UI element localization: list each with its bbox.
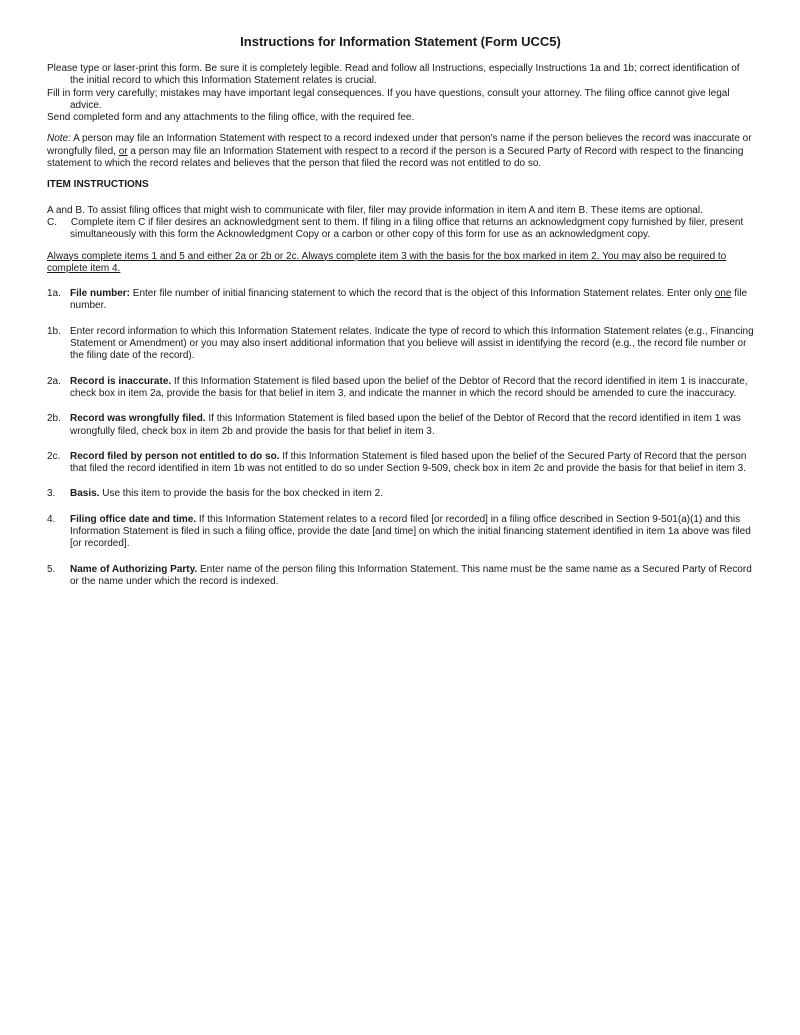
item-instructions-heading: ITEM INSTRUCTIONS	[47, 179, 149, 191]
note-or: or	[118, 145, 128, 157]
item-number: 3.	[47, 488, 56, 500]
item-list	[47, 288, 754, 588]
always-complete-notice: Always complete items 1 and 5 and either 2a or 2b or 2c. Always complete item 3 with the basis for the box marked in item 2. You may also be required to complete item 4.	[47, 250, 727, 274]
list-item	[47, 413, 754, 438]
list-item	[47, 488, 754, 500]
list-item	[47, 376, 754, 401]
page-title: Instructions for Information Statement (Form UCC5)	[240, 34, 561, 49]
item-text	[70, 413, 754, 438]
item-number: 2a.	[47, 375, 61, 387]
item-number: 1b.	[47, 325, 61, 337]
note-text-1: A person may file an Information Statement with respect to a record indexed under that person's name if the person believes the record was inaccurate or wrongfully filed,	[47, 133, 752, 157]
item-body: If this Information Statement relates to a record filed [or recorded] in a filing office described in Section 9-501(a)(1) and this Information Statement is filed in such a filing office, provide the date [and time] on which the initial financing statement identified in item 1a above was filed [or recorded].	[70, 513, 751, 550]
list-item	[47, 451, 754, 476]
list-item	[47, 514, 754, 551]
instruction-c: C. Complete item C if filer desires an acknowledgment sent to them. If filing in a filing office that returns an acknowledgment copy furnished by filer, present simultaneously with this form the Acknowledgment Copy or a carbon or other copy of this form for use as an acknowledgment copy.	[47, 216, 744, 241]
instructions-page	[47, 34, 754, 601]
item-number: 2b.	[47, 413, 61, 425]
list-item	[47, 288, 754, 313]
item-text	[70, 326, 754, 363]
item-body: Enter name of the person filing this Information Statement. This name must be the same name as a Secured Party of Record or the name under which the record is indexed.	[70, 563, 752, 587]
item-body-end: file number.	[70, 288, 748, 312]
general-instruction-1: Please type or laser-print this form. Be sure it is completely legible. Read and follow all Instructions, especially Instructions 1a and 1b; correct identification of the initial record to which this Information Statement relates is crucial.	[47, 63, 740, 87]
item-number: 5.	[47, 563, 56, 575]
item-body: If this Information Statement is filed based upon the belief of the Secured Party of Record that the person that filed the record identified in item 1b was not entitled to do so under Section 9-509, check box in item 2c and provide the basis for that belief in item 3.	[70, 450, 747, 475]
item-body: If this Information Statement is filed based upon the belief of the Debtor of Record that the record identified in item 1 is inaccurate, check box in item 2a, provide the basis for that belief in item 3, and indicate the manner in which the record should be amended to cure the inaccuracy.	[70, 375, 748, 399]
item-heading: Record is inaccurate.	[70, 375, 172, 387]
item-heading: Basis.	[70, 488, 100, 500]
item-body: Enter record information to which this Information Statement relates. Indicate the type of record to which this Information Statement relates (e.g., Financing Statement or Amendment) or you may also insert additional information that you believe will assist in identifying the record (e.g., the record file number or the filing date of the record).	[70, 325, 754, 362]
item-body: If this Information Statement is filed based upon the belief of the Debtor of Record that the record identified in item 1 was wrongfully filed, check box in item 2b and provide the basis for that belief in item 3.	[70, 413, 741, 437]
item-number: 4.	[47, 513, 56, 525]
item-heading: Record filed by person not entitled to do so.	[70, 450, 280, 462]
item-text	[70, 564, 754, 589]
instruction-ab: A and B. To assist filing offices that might wish to communicate with filer, filer may provide information in item A and item B. These items are optional.	[47, 204, 703, 216]
item-text	[70, 514, 754, 551]
item-text	[70, 451, 754, 476]
general-instruction-3: Send completed form and any attachments to the filing office, with the required fee.	[47, 112, 415, 124]
item-text	[70, 288, 754, 313]
item-heading: File number:	[70, 288, 131, 300]
item-number: 2c.	[47, 450, 61, 462]
list-item	[47, 564, 754, 589]
note-paragraph	[47, 133, 754, 170]
item-heading: Name of Authorizing Party.	[70, 563, 198, 575]
item-body: Use this item to provide the basis for the box checked in item 2.	[99, 488, 383, 500]
note-text-2: a person may file an Information Statement with respect to a record if the person is a Secured Party of Record with respect to the financing statement to which the record relates and believes that the person that filed the record was not entitled to do so.	[47, 145, 744, 170]
item-number: 1a.	[47, 288, 61, 300]
list-item	[47, 326, 754, 363]
item-heading: Filing office date and time.	[70, 513, 197, 525]
item-text	[70, 376, 754, 401]
general-instruction-2: Fill in form very carefully; mistakes may have important legal consequences. If you have questions, consult your attorney. The filing office cannot give legal advice.	[47, 87, 730, 111]
item-body: Enter file number of initial financing statement to which the record that is the object of this Information Statement relates. Enter only	[130, 288, 715, 300]
item-emphasis: one	[714, 288, 732, 300]
note-label: Note:	[47, 133, 71, 145]
item-heading: Record was wrongfully filed.	[70, 413, 206, 425]
item-text	[70, 488, 754, 500]
